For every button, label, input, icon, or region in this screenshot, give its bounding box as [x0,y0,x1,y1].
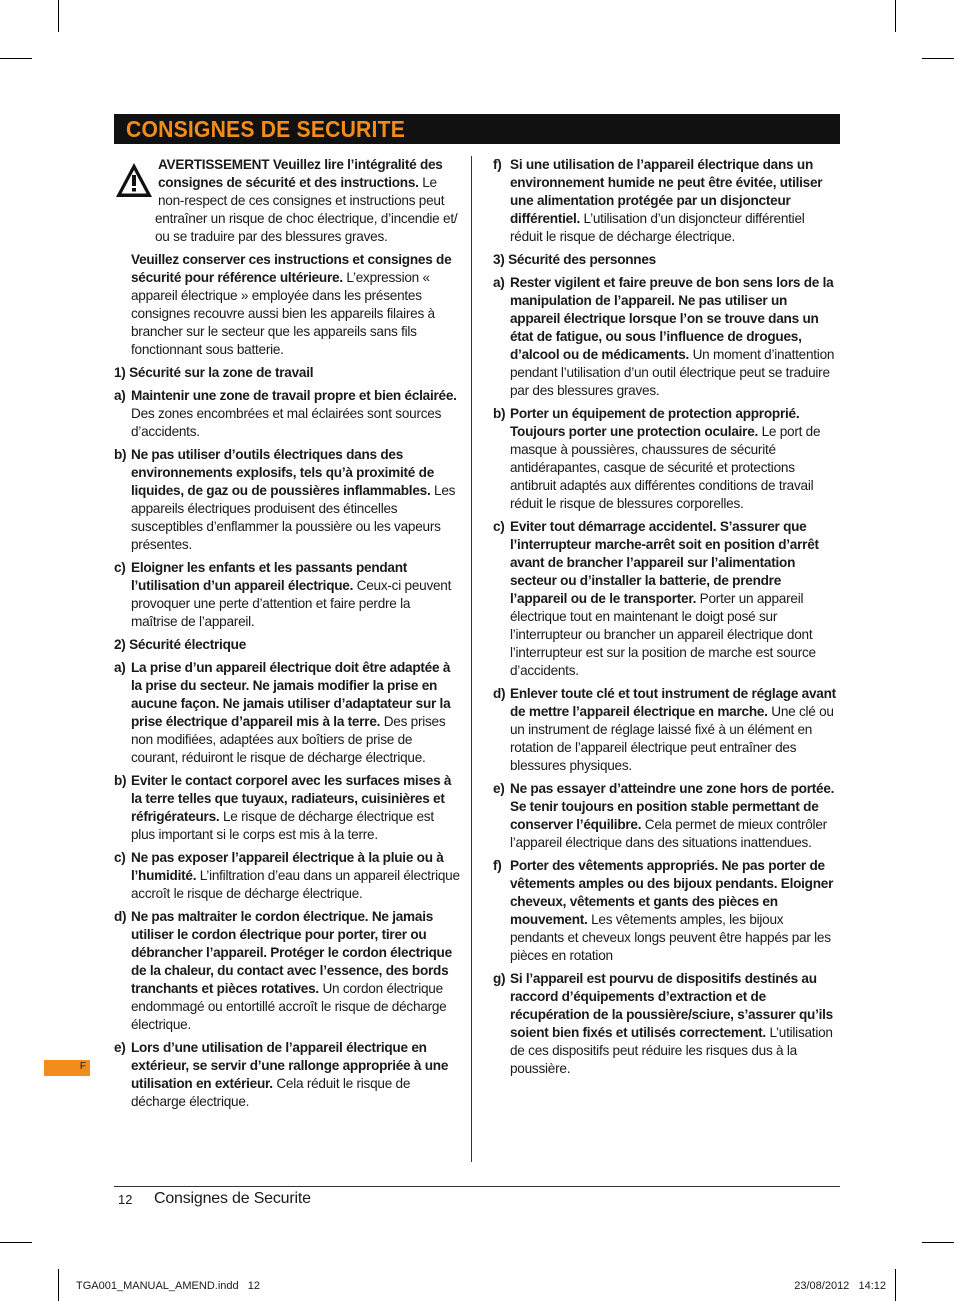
page-number: 12 [118,1192,133,1207]
keep-text: L’expression « appareil électrique » employée dans les présentes consignes recouvre aussi bien les appareils filaires à brancher sur le secteur que les appareils sans fils fonctionnant sous batterie. [131,270,435,357]
slug-date: 23/08/2012 14:12 [794,1280,886,1292]
crop-mark [0,1242,32,1243]
item-body: Un moment d’inattention pendant l’utilisation d’un outil électrique peut se traduire par des blessures graves. [510,347,835,398]
warning-triangle-icon [114,160,154,200]
language-tab-label: F [79,1061,86,1072]
footer-title: Consignes de Securite [154,1190,311,1207]
right-column [493,156,839,1083]
item-text [131,908,460,1034]
item-bold: Porter un équipement de protection approprié. Toujours porter une protection oculaire. [510,406,800,439]
item-label: f) [493,858,502,873]
item-body: Cela réduit le risque de décharge électrique. [131,1076,411,1109]
item-text [131,849,460,903]
item-bold: Si l’appareil est pourvu de dispositifs destinés au raccord d’équipements d’extraction et de récupération de la poussière/sciure, s’assurer qu’ils soient bien fixés et utilisés correctement. [510,971,833,1040]
list-item [114,908,460,1034]
item-body: Ceux-ci peuvent provoquer une perte d’attention et faire perdre la maîtrise de l’appareil. [131,578,452,629]
list-item [114,1039,460,1111]
item-bold: Porter des vêtements appropriés. Ne pas porter de vêtements amples ou des bijoux pendants. Eloigner cheveux, vêtements et gants des pièces en mouvement. [510,858,834,927]
item-label: d) [493,686,506,701]
item-body: L’utilisation de ces dispositifs peut réduire les risques dus à la poussière. [510,1025,833,1076]
title-bar [114,114,840,144]
crop-mark [895,0,896,32]
item-text [131,659,460,767]
crop-mark [922,1242,954,1243]
item-bold: Enlever toute clé et tout instrument de réglage avant de mettre l’appareil électrique en marche. [510,686,836,719]
item-text [131,559,460,631]
item-label: e) [493,781,505,796]
crop-mark [0,58,32,59]
item-label: e) [114,1040,126,1055]
list-item [493,274,839,400]
item-text [131,387,460,441]
list-item [114,446,460,554]
item-body: Une clé ou un instrument de réglage laissé fixé à un élément en rotation de l’appareil électrique peut entraîner des blessures physiques. [510,704,834,773]
list-item [493,857,839,965]
crop-mark [895,1269,896,1301]
item-bold: Si une utilisation de l’appareil électrique dans un environnement humide ne peut être évitée, utiliser une alimentation protégée par un disjoncteur différentiel. [510,157,823,226]
slug-filename: TGA001_MANUAL_AMEND.indd 12 [76,1280,261,1292]
item-label: g) [493,971,506,986]
item-bold: Eloigner les enfants et les passants pendant l’utilisation d’un appareil électrique. [131,560,408,593]
item-text [510,518,839,680]
section-heading-3: 3) Sécurité des personnes [493,252,656,267]
item-body: L’infiltration d’eau dans un appareil électrique accroît le risque de décharge électrique. [131,868,460,901]
item-bold: Ne pas exposer l’appareil électrique à la pluie ou à l’humidité. [131,850,444,883]
item-body: Le port de masque à poussières, chaussures de sécurité antidérapantes, casque de sécurité et protections antibruit adaptés aux différentes conditions de travail réduit le risque de blessures corporelles. [510,424,821,511]
crop-mark [58,1269,59,1301]
item-bold: Ne pas utiliser d’outils électriques dans des environnements explosifs, tels qu’à proximité de liquides, de gaz ou de poussières inflammables. [131,447,435,498]
item-label: f) [493,157,502,172]
item-body: Un cordon électrique endommagé ou entortillé accroît le risque de décharge électrique. [131,981,447,1032]
item-bold: Ne pas maltraiter le cordon électrique. Ne jamais utiliser le cordon électrique pour porter, tirer ou débrancher l’appareil. Protéger le cordon électrique de la chaleur, du contact avec l’essence, des bords tranchants et pièces rotatives. [131,909,452,996]
item-bold: Eviter tout démarrage accidentel. S’assurer que l’interrupteur marche-arrêt soit en position d’arrêt avant de brancher l’appareil sur l’alimentation secteur ou d’installer la batterie, de prendre l’appareil ou de le transporter. [510,519,819,606]
section-heading-1: 1) Sécurité sur la zone de travail [114,365,314,380]
item-text [510,156,839,246]
item-label: c) [114,850,126,865]
item-label: a) [493,275,505,290]
section-2-continued-list [493,156,839,246]
warning-text: Le non-respect de ces consignes et instructions peut entraîner un risque de choc électrique, d’incendie et/ ou se traduire par des blessures graves. [155,175,458,244]
item-bold: Lors d’une utilisation de l’appareil électrique en extérieur, se servir d’une rallonge appropriée à une utilisation en extérieur. [131,1040,449,1091]
warning-paragraph [114,156,460,246]
list-item [114,559,460,631]
item-label: a) [114,388,126,403]
list-item [114,849,460,903]
item-body: Les appareils électriques produisent des étincelles susceptibles d’enflammer la poussière ou les vapeurs présentes. [131,483,456,552]
language-tab [44,1060,90,1076]
item-label: b) [493,406,506,421]
section-2-list [114,659,460,1111]
item-text [510,857,839,965]
list-item [493,685,839,775]
item-body: Porter un appareil électrique tout en maintenant le doigt posé sur l’interrupteur ou brancher un appareil électrique dont l’interrupteur est sur la position de marche est source d’accidents. [510,591,816,678]
list-item [493,156,839,246]
list-item [114,659,460,767]
item-text [510,685,839,775]
item-body: Des zones encombrées et mal éclairées sont sources d’accidents. [131,406,442,439]
page-title: CONSIGNES DE SECURITE [126,116,405,142]
item-label: b) [114,773,127,788]
item-bold: Ne pas essayer d’atteindre une zone hors de portée. Se tenir toujours en position stable permettant de conserver l’équilibre. [510,781,835,832]
crop-mark [58,0,59,32]
item-bold: Rester vigilent et faire preuve de bon sens lors de la manipulation de l’appareil. Ne pas utiliser un appareil électrique lorsque l’on se trouve dans un état de fatigue, ou sous l’influence de drogues, d’alcool ou de médicaments. [510,275,834,362]
section-heading-2: 2) Sécurité électrique [114,637,247,652]
item-text [510,405,839,513]
keep-bold: Veuillez conserver ces instructions et consignes de sécurité pour référence ultérieure. [131,252,452,285]
item-text [131,1039,460,1111]
warning-bold: AVERTISSEMENT Veuillez lire l’intégralité des consignes de sécurité et des instructions. [158,157,443,190]
item-text [131,446,460,554]
item-label: a) [114,660,126,675]
item-text [510,274,839,400]
item-body: Le risque de décharge électrique est plus important si le corps est mis à la terre. [131,809,434,842]
item-label: c) [114,560,126,575]
column-divider [471,156,472,1162]
item-bold: Maintenir une zone de travail propre et bien éclairée. [131,388,457,403]
list-item [493,518,839,680]
item-text [510,970,839,1078]
item-text [131,772,460,844]
list-item [114,387,460,441]
list-item [493,405,839,513]
section-1-list [114,387,460,631]
item-text [510,780,839,852]
item-body: Les vêtements amples, les bijoux pendants et cheveux longs peuvent être happés par les pièces en rotation [510,912,831,963]
left-column [114,156,460,1116]
item-bold: La prise d’un appareil électrique doit être adaptée à la prise du secteur. Ne jamais modifier la prise en aucune façon. Ne jamais utiliser d’adaptateur sur la prise électrique d’appareil mis à la terre. [131,660,451,729]
item-label: d) [114,909,127,924]
item-label: c) [493,519,505,534]
item-body: Des prises non modifiées, adaptées aux boîtiers de prise de courant, réduiront le risque de décharge électrique. [131,714,446,765]
item-body: L’utilisation d’un disjoncteur différentiel réduit le risque de décharge électrique. [510,211,805,244]
item-label: b) [114,447,127,462]
crop-mark [922,58,954,59]
list-item [114,772,460,844]
footer-rule [114,1186,840,1187]
item-bold: Eviter le contact corporel avec les surfaces mises à la terre telles que tuyaux, radiateurs, cuisinières et réfrigérateurs. [131,773,452,824]
section-3-list [493,274,839,1078]
list-item [493,970,839,1078]
keep-paragraph [114,251,460,359]
item-body: Cela permet de mieux contrôler l’appareil électrique dans des situations inattendues. [510,817,827,850]
list-item [493,780,839,852]
